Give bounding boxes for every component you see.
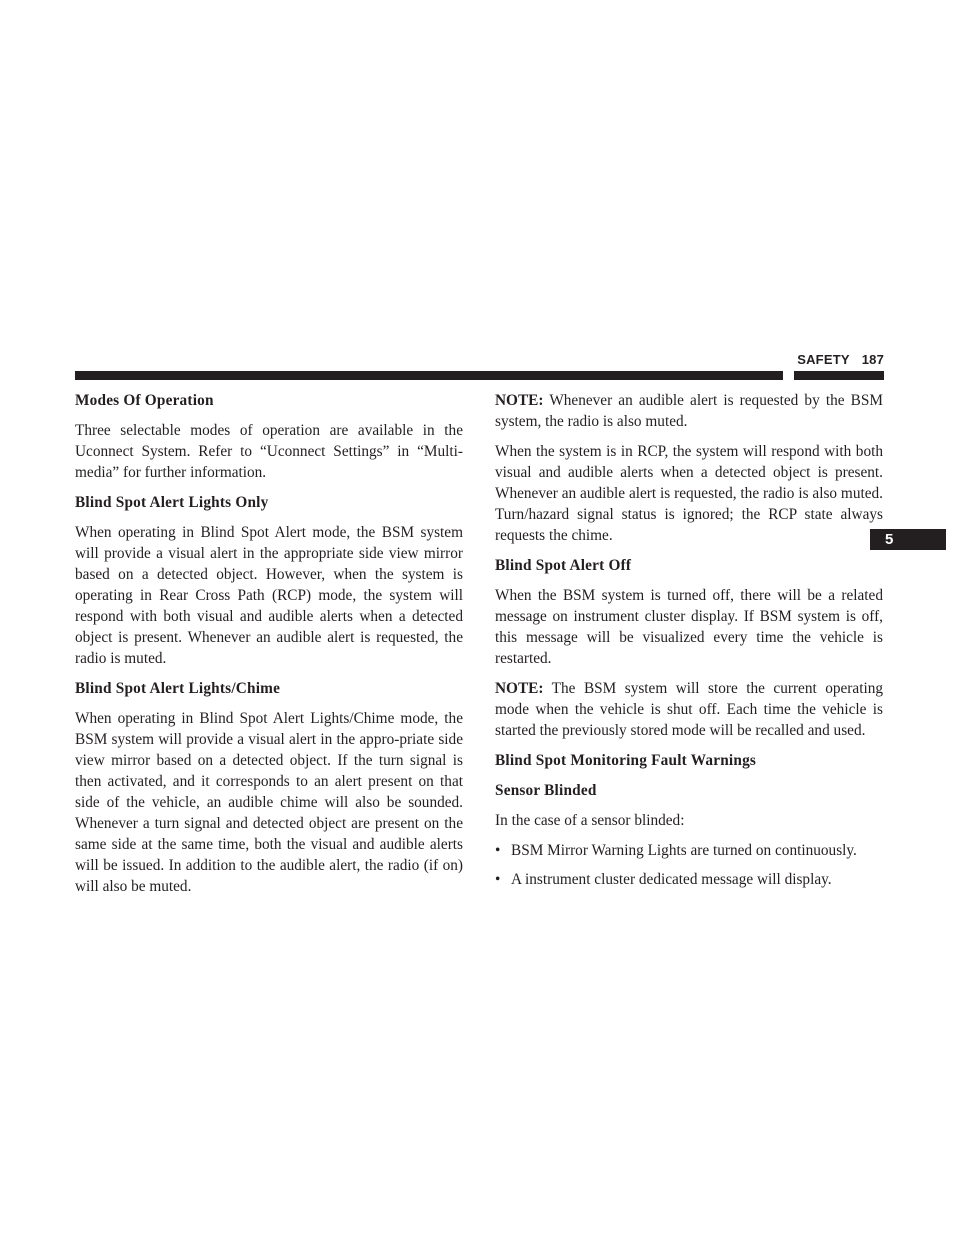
note-2 <box>495 678 883 741</box>
bullet-icon: • <box>495 871 501 888</box>
note-2-text: The BSM system will store the current operating mode when the vehicle is shut off. Each time the vehicle is started the previously stored mode will be recalled and used. <box>495 680 883 739</box>
note-1-text: Whenever an audible alert is requested by the BSM system, the radio is also muted. <box>495 392 883 430</box>
header-rule <box>75 371 783 380</box>
list-item <box>495 869 883 890</box>
blinded-intro: In the case of a sensor blinded: <box>495 812 685 829</box>
off-paragraph: When the BSM system is turned off, there will be a related message on instrument cluster display. If BSM system is off, this message will be visualized every time the vehicle is restarted. <box>495 587 883 667</box>
blinded-list <box>495 840 883 890</box>
lights-only-heading: Blind Spot Alert Lights Only <box>75 494 269 511</box>
blinded-heading: Sensor Blinded <box>495 782 597 799</box>
off-heading: Blind Spot Alert Off <box>495 557 632 574</box>
lights-chime-paragraph: When operating in Blind Spot Alert Lights/Chime mode, the BSM system will provide a visual alert in the appro-priate side view mirror based on a detected object. If the turn signal is then activated, and it corresponds to an alert present on that side of the vehicle, an audible chime will also be sounded. Whenever a turn signal and detected object are present on the same side at the same time, both the visual and audible alerts will be issued. In addition to the audible alert, the radio (if on) will also be muted. <box>75 710 463 895</box>
rcp-paragraph: When the system is in RCP, the system will respond with both visual and audible alerts when a detected object is present. Whenever an audible alert is requested, the radio is also muted. Turn/hazard signal status is ignored; the RCP state always requests the chime. <box>495 443 883 544</box>
list-item-text: A instrument cluster dedicated message will display. <box>511 871 832 888</box>
header-rule-right <box>794 371 884 380</box>
note-1 <box>495 390 883 432</box>
modes-paragraph: Three selectable modes of operation are available in the Uconnect System. Refer to “Uconnect Settings” in “Multi-media” for further information. <box>75 422 463 481</box>
running-head <box>794 352 884 367</box>
lights-chime-heading: Blind Spot Alert Lights/Chime <box>75 680 281 697</box>
lights-only-paragraph: When operating in Blind Spot Alert mode, the BSM system will provide a visual alert in the appropriate side view mirror based on a detected object. However, when the system is operating in Rear Cross Path (RCP) mode, the system will respond with both visual and audible alerts when a detected object is present. Whenever an audible alert is requested, the radio is muted. <box>75 524 463 667</box>
list-item-text: BSM Mirror Warning Lights are turned on continuously. <box>511 842 857 859</box>
note-1-label: NOTE: <box>495 392 544 409</box>
list-item <box>495 840 883 861</box>
modes-heading: Modes Of Operation <box>75 392 214 409</box>
left-column <box>75 390 463 906</box>
bullet-icon: • <box>495 842 501 859</box>
section-title: SAFETY <box>797 352 850 367</box>
fault-heading: Blind Spot Monitoring Fault Warnings <box>495 752 757 769</box>
page-number: 187 <box>861 352 884 367</box>
note-2-label: NOTE: <box>495 680 544 697</box>
right-column <box>495 390 883 898</box>
chapter-tab: 5 <box>870 529 946 550</box>
